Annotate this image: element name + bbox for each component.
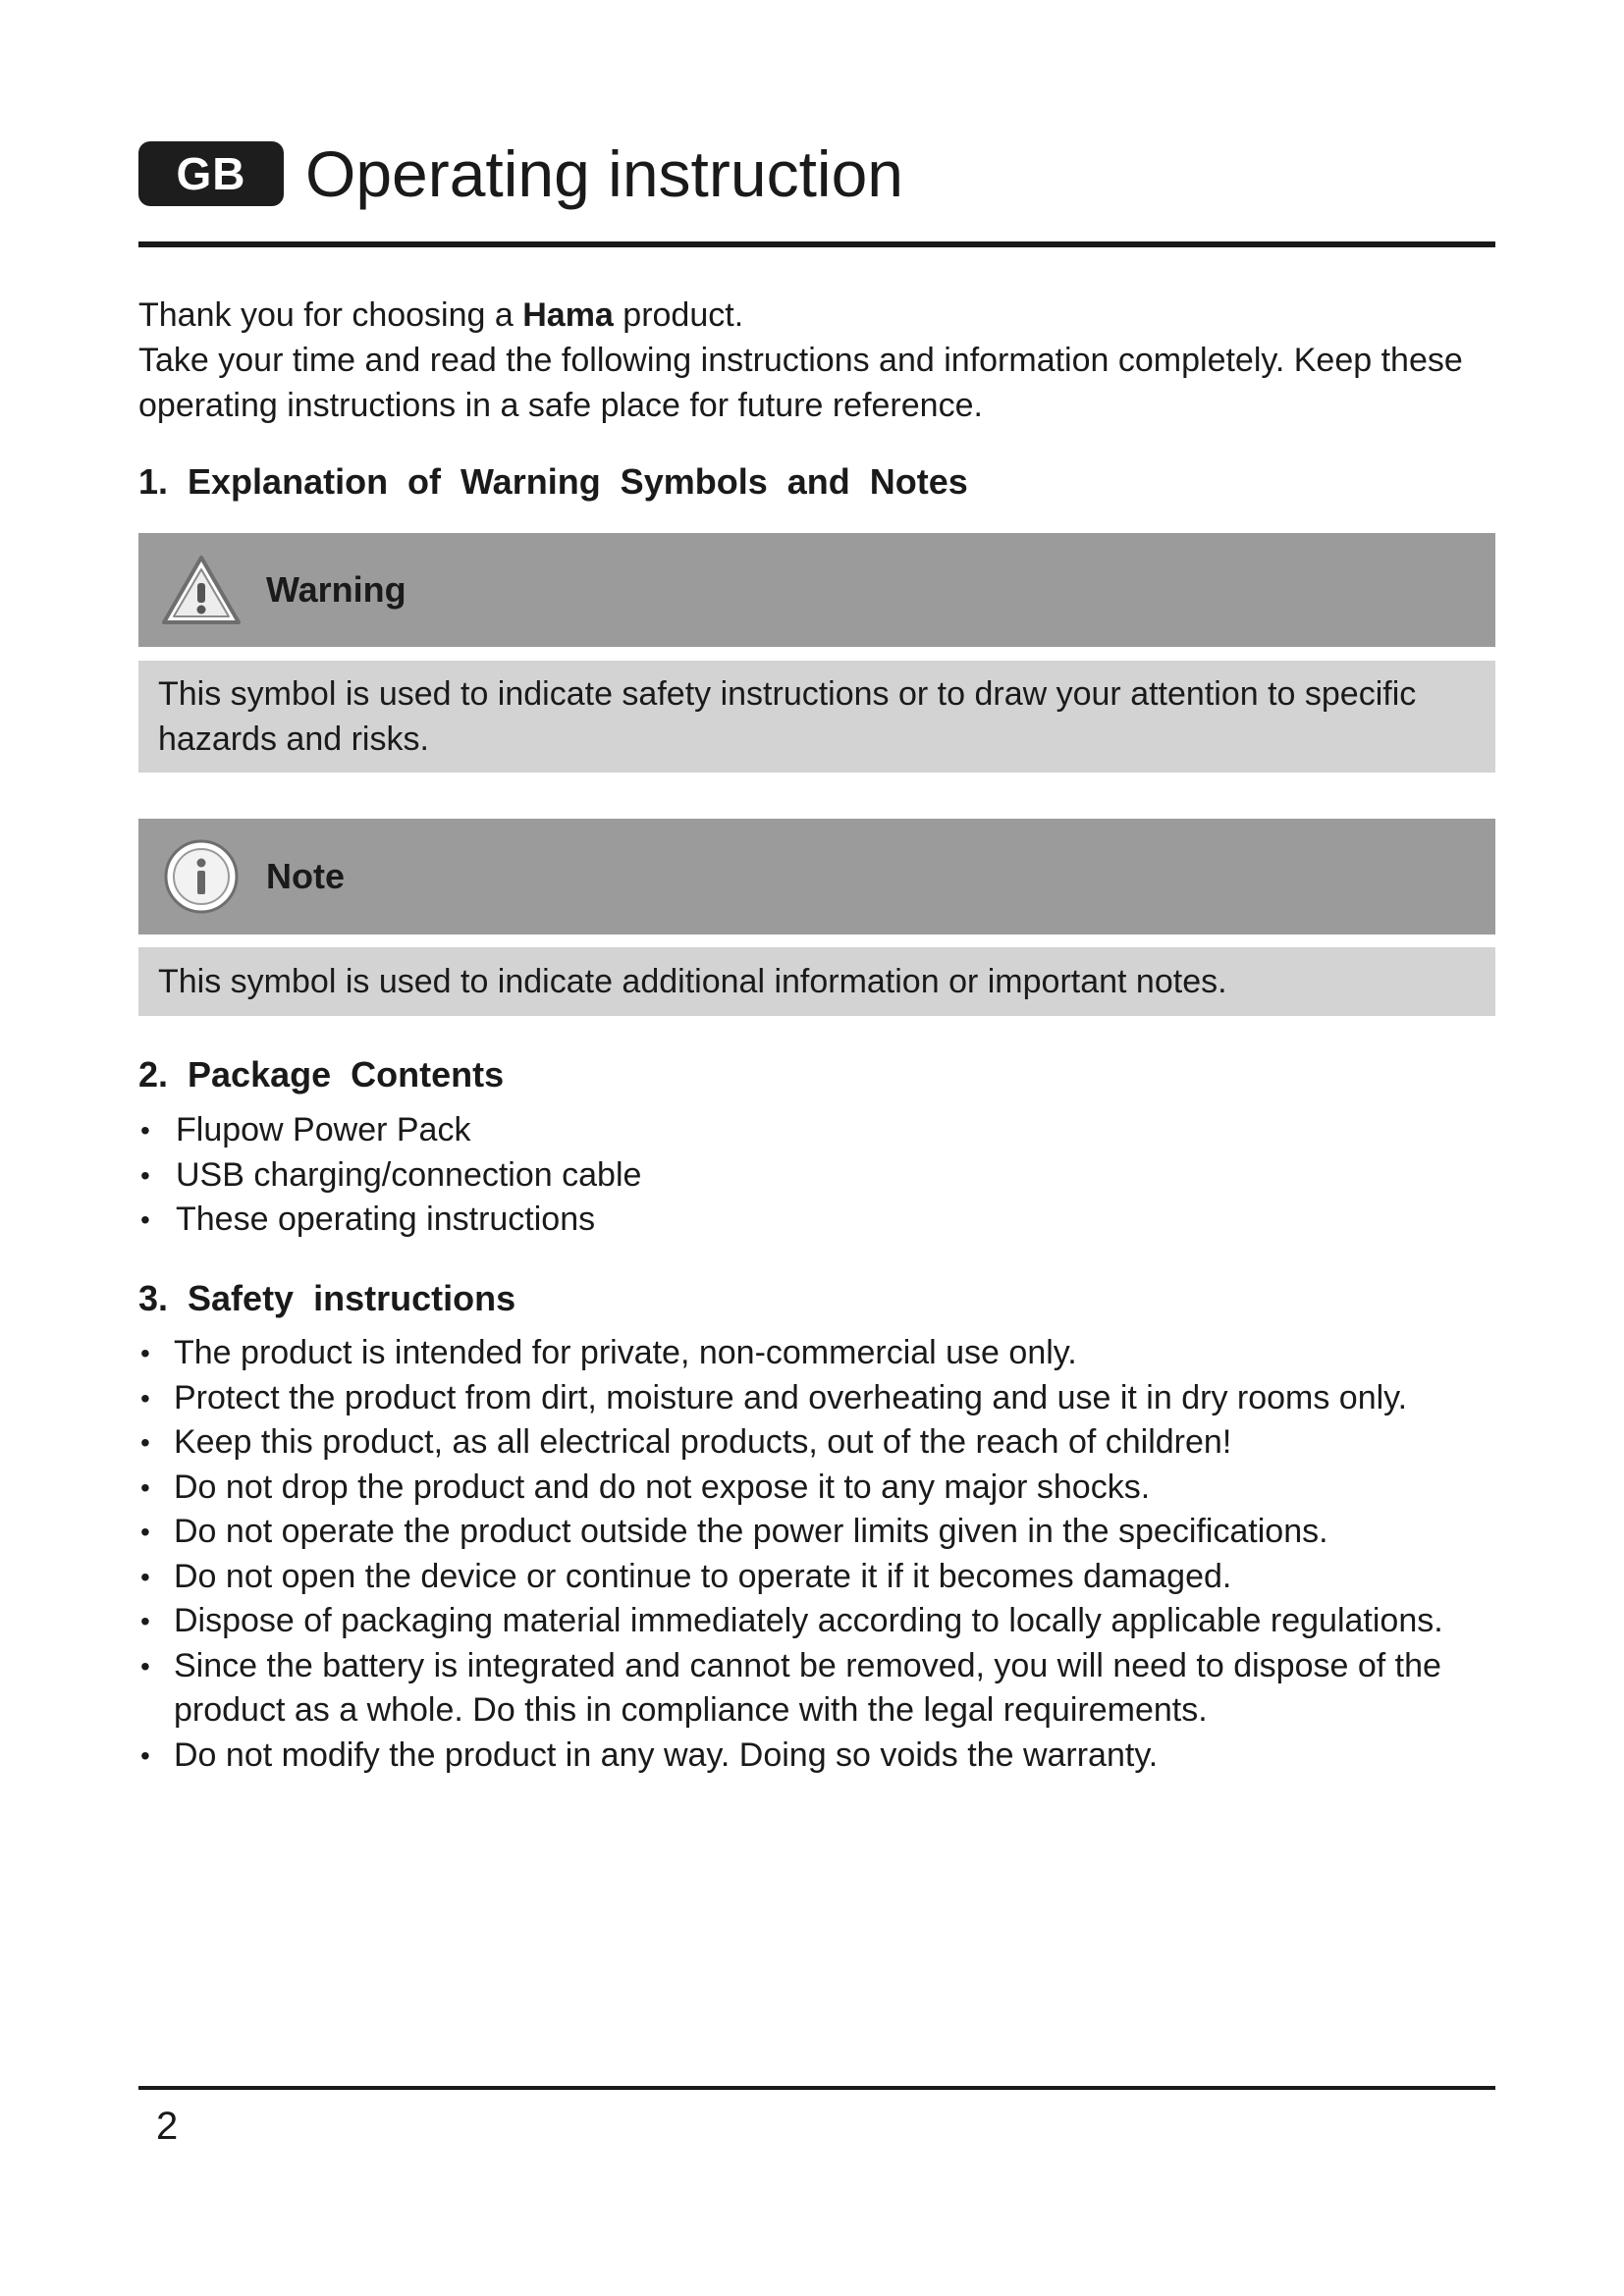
section-heading-package: 2. Package Contents — [138, 1054, 505, 1095]
page-header — [138, 135, 903, 212]
intro-paragraph: Take your time and read the following instructions and information completely. Keep these operating instructions in a safe place for future reference. — [138, 342, 1463, 424]
list-item: • Dispose of packaging material immediately according to locally applicable regulations. — [138, 1599, 1495, 1644]
warning-description: This symbol is used to indicate safety instructions or to draw your attention to specific hazards and risks. — [138, 661, 1495, 773]
title-divider — [138, 241, 1495, 247]
list-item: • Keep this product, as all electrical products, out of the reach of children! — [138, 1420, 1495, 1466]
note-label: Note — [266, 856, 345, 896]
intro-thanks-prefix: Thank you for choosing a — [138, 296, 523, 334]
warning-label: Warning — [266, 569, 406, 610]
list-item: • Protect the product from dirt, moisture and overheating and use it in dry rooms only. — [138, 1376, 1495, 1421]
list-item: • These operating instructions — [138, 1198, 1495, 1243]
intro-text — [138, 293, 1495, 428]
intro-thanks-suffix: product. — [613, 296, 744, 334]
warning-triangle-icon — [160, 549, 243, 631]
list-item: • Do not open the device or continue to operate it if it becomes damaged. — [138, 1555, 1495, 1600]
list-item: • The product is intended for private, non-commercial use only. — [138, 1331, 1495, 1376]
list-item: • Do not drop the product and do not expose it to any major shocks. — [138, 1466, 1495, 1511]
brand-name: Hama — [522, 296, 614, 334]
list-item: • USB charging/connection cable — [138, 1153, 1495, 1199]
page-number: 2 — [156, 2105, 179, 2148]
note-description: This symbol is used to indicate additional information or important notes. — [138, 947, 1495, 1016]
intro-thanks — [138, 293, 1495, 338]
section-heading-safety: 3. Safety instructions — [138, 1278, 516, 1318]
footer-divider — [138, 2086, 1495, 2090]
info-icon — [160, 835, 243, 918]
manual-page — [138, 0, 1495, 2296]
list-item: • Do not operate the product outside the power limits given in the specifications. — [138, 1510, 1495, 1555]
warning-header — [138, 533, 1495, 647]
list-item: • Since the battery is integrated and cannot be removed, you will need to dispose of the product as a whole. Do this in compliance with the legal requirements. — [138, 1644, 1495, 1734]
note-header — [138, 819, 1495, 934]
list-item: • Do not modify the product in any way. Doing so voids the warranty. — [138, 1734, 1495, 1779]
package-contents-list — [138, 1108, 1495, 1243]
language-badge: GB — [138, 141, 284, 206]
list-item: • Flupow Power Pack — [138, 1108, 1495, 1153]
page-title: Operating instruction — [305, 137, 903, 210]
safety-instructions-list — [138, 1331, 1495, 1778]
section-heading-symbols: 1. Explanation of Warning Symbols and Notes — [138, 461, 968, 502]
